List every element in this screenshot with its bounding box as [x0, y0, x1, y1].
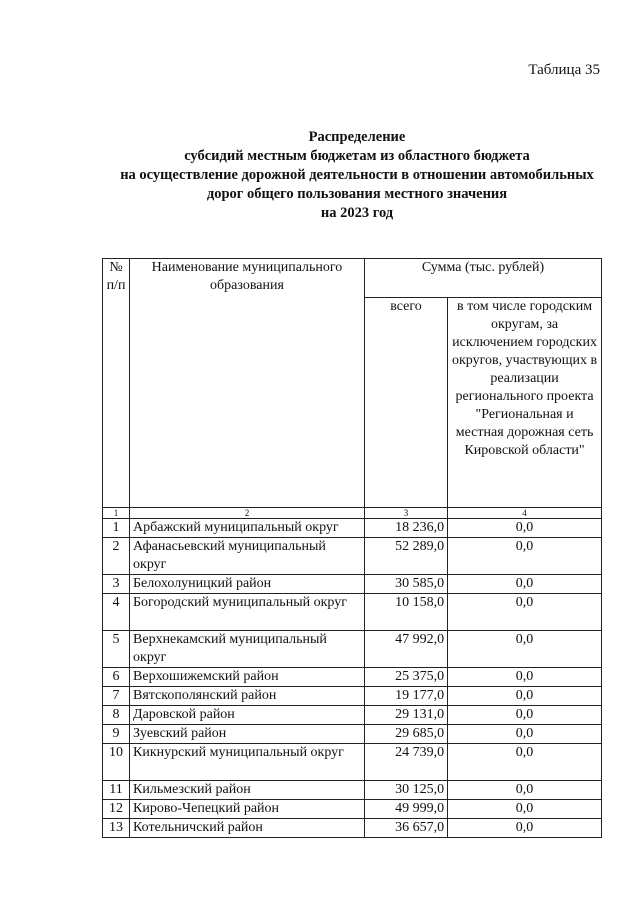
- header-sum: Сумма (тыс. рублей): [364, 259, 601, 298]
- row-city-amount: 0,0: [448, 575, 602, 594]
- row-total: 49 999,0: [364, 800, 447, 819]
- column-index: 1: [103, 508, 130, 519]
- row-municipality: Котельничский район: [130, 819, 365, 838]
- row-number: 10: [103, 744, 130, 781]
- row-number: 5: [103, 631, 130, 668]
- column-index-row: [103, 508, 602, 519]
- title-line: субсидий местным бюджетам из областного бюджета: [184, 148, 530, 164]
- table-row: [103, 706, 602, 725]
- row-municipality: Вятскополянский район: [130, 687, 365, 706]
- table-row: [103, 538, 602, 575]
- row-total: 10 158,0: [364, 594, 447, 631]
- table-row: [103, 781, 602, 800]
- row-number: 6: [103, 668, 130, 687]
- row-total: 30 585,0: [364, 575, 447, 594]
- row-city-amount: 0,0: [448, 706, 602, 725]
- row-municipality: Белохолуницкий район: [130, 575, 365, 594]
- row-total: 25 375,0: [364, 668, 447, 687]
- row-total: 52 289,0: [364, 538, 447, 575]
- row-municipality: Верхошижемский район: [130, 668, 365, 687]
- table-row: [103, 687, 602, 706]
- title-line: дорог общего пользования местного значения: [206, 186, 508, 202]
- row-number: 3: [103, 575, 130, 594]
- row-total: 24 739,0: [364, 744, 447, 781]
- title-line: на осуществление дорожной деятельности в отношении автомобильных: [120, 167, 594, 183]
- row-total: 18 236,0: [364, 519, 447, 538]
- row-city-amount: 0,0: [448, 725, 602, 744]
- table-number-label: Таблица 35: [528, 62, 600, 78]
- header-city-districts: в том числе городским округам, за исключением городских округов, участвующих в реализации регионального проекта "Региональная и местная дорожная сеть Кировской области": [448, 298, 602, 508]
- row-city-amount: 0,0: [448, 631, 602, 668]
- row-number: 8: [103, 706, 130, 725]
- row-city-amount: 0,0: [448, 800, 602, 819]
- row-municipality: Даровской район: [130, 706, 365, 725]
- row-city-amount: 0,0: [448, 819, 602, 838]
- row-number: 11: [103, 781, 130, 800]
- title-line: Распределение: [308, 129, 406, 145]
- table-row: [103, 631, 602, 668]
- header-total: всего: [364, 298, 447, 508]
- row-municipality: Кирово-Чепецкий район: [130, 800, 365, 819]
- table-row: [103, 800, 602, 819]
- table-header-row: [103, 259, 602, 298]
- row-city-amount: 0,0: [448, 687, 602, 706]
- row-municipality: Арбажский муниципальный округ: [130, 519, 365, 538]
- row-city-amount: 0,0: [448, 668, 602, 687]
- row-city-amount: 0,0: [448, 538, 602, 575]
- column-index: 3: [364, 508, 447, 519]
- row-municipality: Кильмезский район: [130, 781, 365, 800]
- table-row: [103, 668, 602, 687]
- row-total: 29 131,0: [364, 706, 447, 725]
- title-line: на 2023 год: [320, 205, 394, 221]
- row-number: 13: [103, 819, 130, 838]
- row-number: 4: [103, 594, 130, 631]
- table-row: [103, 594, 602, 631]
- column-index: 2: [130, 508, 365, 519]
- row-city-amount: 0,0: [448, 594, 602, 631]
- row-city-amount: 0,0: [448, 519, 602, 538]
- row-total: 30 125,0: [364, 781, 447, 800]
- row-number: 7: [103, 687, 130, 706]
- header-number: № п/п: [103, 259, 130, 508]
- row-number: 12: [103, 800, 130, 819]
- row-city-amount: 0,0: [448, 744, 602, 781]
- table-row: [103, 575, 602, 594]
- table-row: [103, 819, 602, 838]
- row-municipality: Афанасьевский муниципальный округ: [130, 538, 365, 575]
- header-name: Наименование муниципального образования: [130, 259, 365, 508]
- row-total: 29 685,0: [364, 725, 447, 744]
- row-number: 9: [103, 725, 130, 744]
- subsidy-table: [102, 258, 602, 838]
- row-total: 47 992,0: [364, 631, 447, 668]
- table-row: [103, 519, 602, 538]
- table-row: [103, 725, 602, 744]
- table-row: [103, 744, 602, 781]
- document-title: [92, 128, 622, 223]
- row-number: 2: [103, 538, 130, 575]
- row-total: 19 177,0: [364, 687, 447, 706]
- row-municipality: Богородский муниципальный округ: [130, 594, 365, 631]
- row-total: 36 657,0: [364, 819, 447, 838]
- column-index: 4: [448, 508, 602, 519]
- row-number: 1: [103, 519, 130, 538]
- row-municipality: Зуевский район: [130, 725, 365, 744]
- row-municipality: Кикнурский муниципальный округ: [130, 744, 365, 781]
- row-municipality: Верхнекамский муниципальный округ: [130, 631, 365, 668]
- row-city-amount: 0,0: [448, 781, 602, 800]
